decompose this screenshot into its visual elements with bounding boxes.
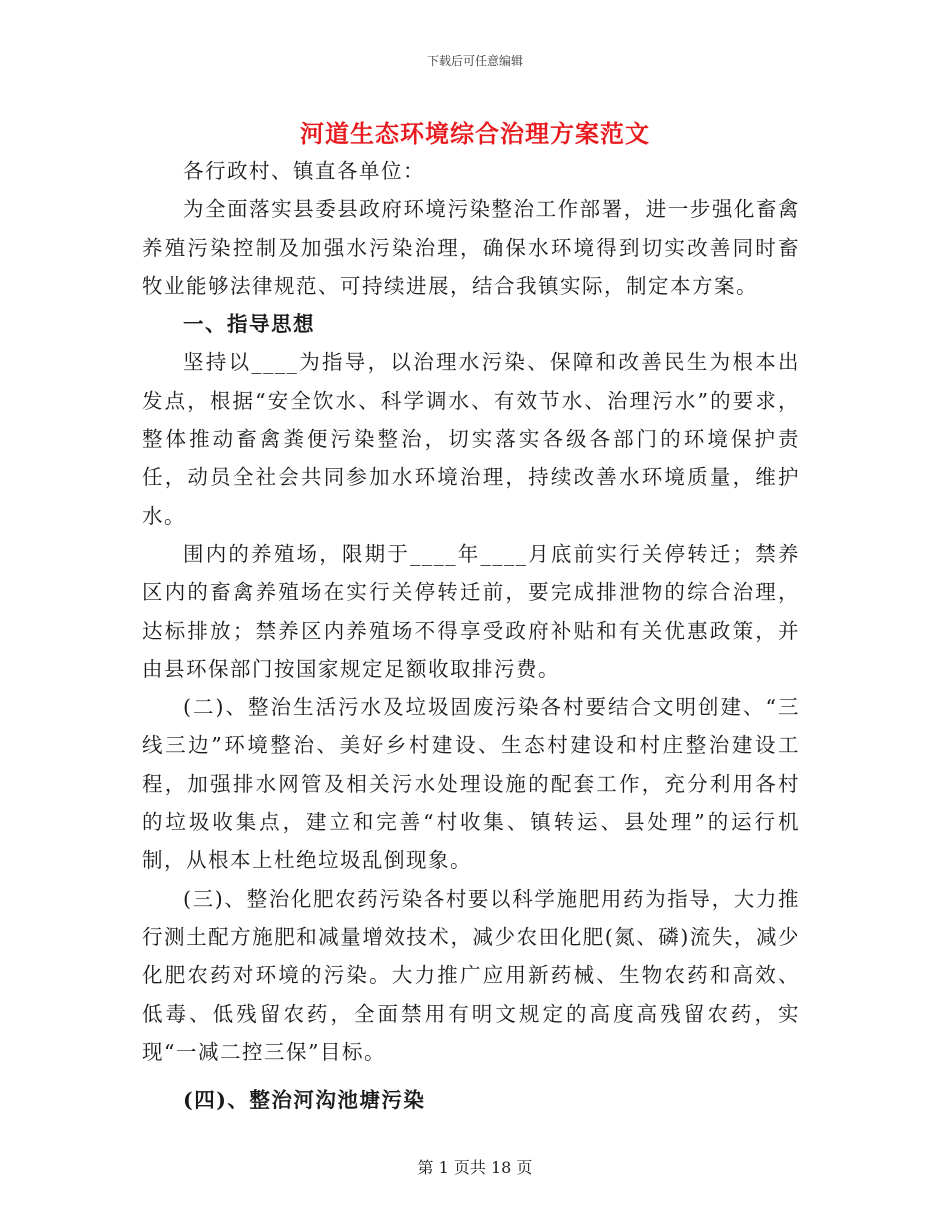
page-header: 下载后可任意编辑 bbox=[426, 54, 523, 68]
relocation-paragraph: 围内的养殖场，限期于____年____月底前实行关停转迁；禁养区内的畜禽养殖场在实行关停转迁前，要完成排泄物的综合治理，达标排放；禁养区内养殖场不得享受政府补贴和有关优惠政策，并由县环保部门按国家规定足额收取排污费。 bbox=[142, 541, 800, 681]
guiding-thought-paragraph: 坚持以____为指导，以治理水污染、保障和改善民生为根本出发点，根据“安全饮水、科学调水、有效节水、治理污水”的要求，整体推动畜禽粪便污染整治，切实落实各级各部门的环境保护责任，动员全社会共同参加水环境治理，持续改善水环境质量，维护水。 bbox=[142, 350, 800, 528]
section-heading-guiding-thought: 一、指导思想 bbox=[183, 312, 315, 337]
document-title: 河道生态环境综合治理方案范文 bbox=[300, 119, 650, 148]
document-body bbox=[142, 152, 800, 1119]
intro-paragraph: 为全面落实县委县政府环境污染整治工作部署，进一步强化畜禽养殖污染控制及加强水污染治理，确保水环境得到切实改善同时畜牧业能够法律规范、可持续进展，结合我镇实际，制定本方案。 bbox=[142, 197, 800, 298]
section-heading-four: (四)、整治河沟池塘污染 bbox=[183, 1088, 426, 1113]
section-three-paragraph: (三)、整治化肥农药污染各村要以科学施肥用药为指导，大力推行测土配方施肥和减量增效技术，减少农田化肥(氮、磷)流失，减少化肥农药对环境的污染。大力推广应用新药械、生物农药和高效、低毒、低残留农药，全面禁用有明文规定的高度高残留农药，实现“一减二控三保”目标。 bbox=[142, 886, 800, 1064]
salutation-paragraph: 各行政村、镇直各单位： bbox=[183, 159, 425, 183]
paragraph-gap bbox=[142, 1071, 800, 1081]
page-footer: 第 1 页共 18 页 bbox=[417, 1158, 533, 1177]
section-two-paragraph: (二)、整治生活污水及垃圾固废污染各村要结合文明创建、“三线三边”环境整治、美好乡村建设、生态村建设和村庄整治建设工程，加强排水网管及相关污水处理设施的配套工作，充分利用各村的垃圾收集点，建立和完善“村收集、镇转运、县处理”的运行机制，从根本上杜绝垃圾乱倒现象。 bbox=[142, 695, 800, 873]
